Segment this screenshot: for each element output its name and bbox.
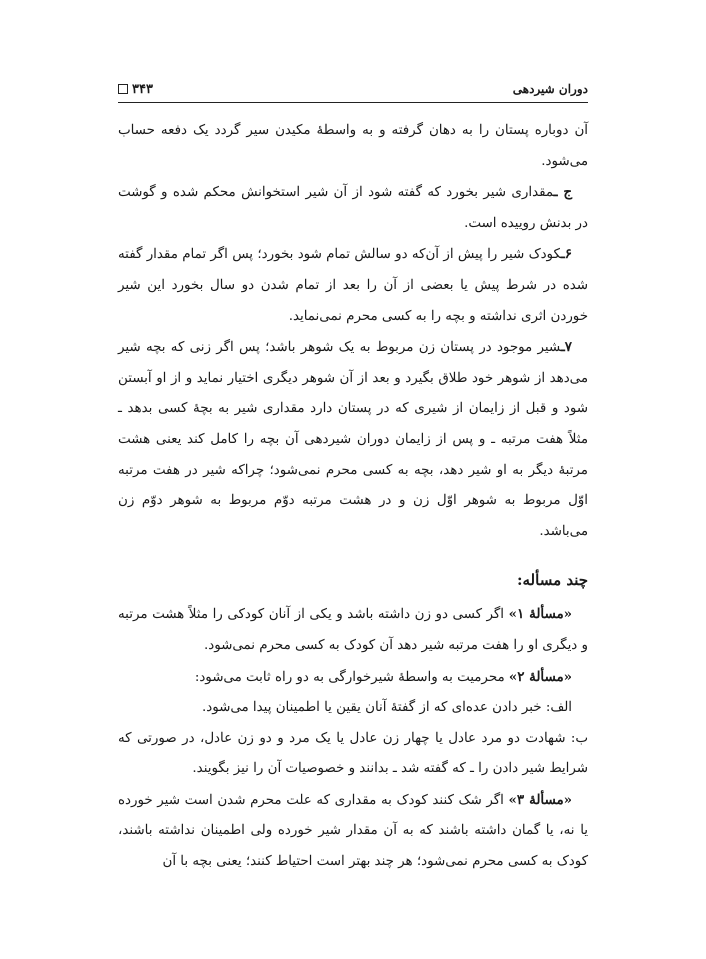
paragraph-condition-7 xyxy=(118,332,588,547)
page-number: ۳۴۳ xyxy=(132,81,153,97)
condition-text: مقداری شیر بخورد که گفته شود از آن شیر استخوانش محکم شده و گوشت در بدنش روییده است. xyxy=(118,185,588,231)
condition-text: کودک شیر را پیش از آن‌که دو سالش تمام شود بخورد؛ پس اگر تمام مقدار گفته شده در شرط پیش یا بعضی از آن را بعد از تمام شدن دو سال بخورد این شیر خوردن اثری نداشته و بچه را به کسی محرم نمی‌نماید. xyxy=(118,247,588,324)
issue-1 xyxy=(118,599,588,661)
page-body xyxy=(118,116,588,878)
condition-label: ۶ـ xyxy=(560,246,572,263)
condition-label: ج ـ xyxy=(553,184,573,201)
condition-label: ۷ـ xyxy=(560,339,572,356)
issue-label: «مسألهٔ ۳» xyxy=(508,791,572,808)
page-number-block xyxy=(118,82,153,97)
running-title: دوران شیردهی xyxy=(512,82,588,96)
section-heading: چند مسأله: xyxy=(516,571,588,590)
issue-2-item-alef: الف: خبر دادن عده‌ای که از گفتهٔ آنان یقین یا اطمینان پیدا می‌شود. xyxy=(201,700,572,716)
paragraph-condition-c xyxy=(118,177,588,239)
issue-label: «مسألهٔ ۲» xyxy=(508,668,572,685)
square-ornament-icon xyxy=(118,84,128,94)
issue-text: اگر شک کنند کودک به مقداری که علت محرم شدن است شیر خورده یا نه، یا گمان داشته باشند که به آن مقدار شیر خورده ولی اطمینان نداشته باشند، کودک به کسی محرم نمی‌شود؛ هر چند بهتر است احتیاط کنند؛ یعنی بچه با آن xyxy=(118,792,588,870)
condition-text: شیر موجود در پستان زن مربوط به یک شوهر باشد؛ پس اگر زنی که بچه شیر می‌دهد از شوهر خود طلاق بگیرد و بعد از آن شوهر دیگری اختیار نماید و از او آبستن شود و قبل از زایمان از شیری که در پستان دارد مقداری شیر به بچهٔ کسی بدهد ـ مثلاً هفت مرتبه ـ و پس از زایمان دوران شیردهی آن بچه را کامل کند یعنی هشت مرتبهٔ دیگر به او شیر دهد، بچه به کسی محرم نمی‌شود؛ چراکه شیر در هفت مرتبه اوّل مربوط به شوهر اوّل زن و در هشت مرتبه دوّم مربوط به شوهر دوّم زن می‌باشد. xyxy=(118,340,588,539)
page-header xyxy=(118,76,588,103)
issue-2 xyxy=(118,662,588,694)
issue-text: محرمیت به واسطهٔ شیرخوارگی به دو راه ثابت می‌شود: xyxy=(194,669,505,685)
paragraph-condition-6 xyxy=(118,239,588,332)
issue-text: اگر کسی دو زن داشته باشد و یکی از آنان کودکی را مثلاً هشت مرتبه و دیگری او را هفت مرتبه شیر دهد آن کودک به کسی محرم نمی‌شود. xyxy=(118,607,588,653)
issue-label: «مسألهٔ ۱» xyxy=(508,606,572,623)
paragraph-continuation: آن دوباره پستان را به دهان گرفته و به واسطهٔ مکیدن سیر گردد یک دفعه حساب می‌شود. xyxy=(118,123,588,169)
issue-3 xyxy=(118,785,588,878)
issue-2-item-be: ب: شهادت دو مرد عادل یا چهار زن عادل یا یک مرد و دو زن عادل، در صورتی که شرایط شیر دادن را ـ که گفته شد ـ بدانند و خصوصیات آن را نیز بگویند. xyxy=(118,730,588,777)
